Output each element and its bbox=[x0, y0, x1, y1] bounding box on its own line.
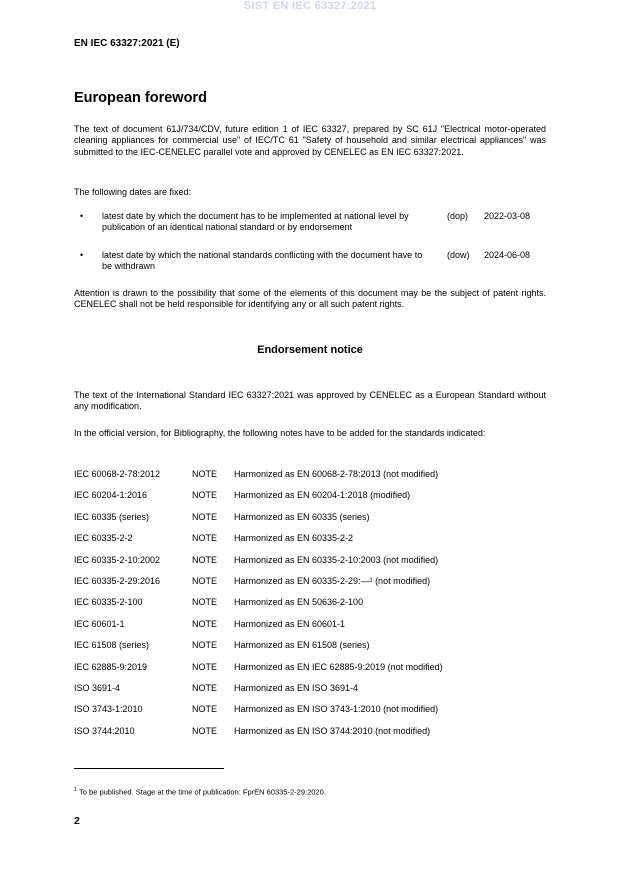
page-number: 2 bbox=[74, 815, 80, 827]
note-label: NOTE bbox=[192, 511, 218, 522]
note-row bbox=[74, 640, 546, 661]
footnote-marker: 1 bbox=[74, 787, 78, 793]
note-standard: IEC 60335-2-2 bbox=[74, 533, 133, 544]
foreword-intro: The text of document 61J/734/CDV, future edition 1 of IEC 63327, prepared by SC 61J "Electrical motor-operated cleaning appliances for commercial use" of IEC/TC 61 "Safety of household and similar electrical appliances" was submitted to the IEC-CENELEC parallel vote and approved by CENELEC as EN IEC 63327:2021. bbox=[74, 124, 546, 157]
note-text: Harmonized as EN 50636-2-100 bbox=[234, 597, 364, 608]
note-label: NOTE bbox=[192, 618, 218, 629]
note-standard: IEC 61508 (series) bbox=[74, 640, 150, 651]
note-row bbox=[74, 533, 546, 554]
note-label: NOTE bbox=[192, 640, 218, 651]
note-text: Harmonized as EN 61508 (series) bbox=[234, 640, 370, 651]
note-standard: IEC 60204-1:2016 bbox=[74, 490, 148, 501]
date-item-date: 2022-03-08 bbox=[484, 211, 531, 221]
note-row bbox=[74, 512, 546, 533]
note-text: Harmonized as EN 60335-2-2 bbox=[234, 533, 354, 544]
footnote bbox=[74, 787, 326, 797]
footnote-divider bbox=[74, 768, 224, 769]
note-label: NOTE bbox=[192, 490, 218, 501]
endorsement-para-2: In the official version, for Bibliography, the following notes have to be added for the standards indicated: bbox=[74, 428, 486, 438]
note-standard: ISO 3691-4 bbox=[74, 682, 121, 693]
bullet-icon: • bbox=[80, 250, 84, 260]
note-text: Harmonized as EN 60335 (series) bbox=[234, 511, 370, 522]
note-standard: ISO 3744:2010 bbox=[74, 725, 135, 736]
harmonization-notes-list bbox=[74, 469, 546, 747]
note-standard: IEC 60601-1 bbox=[74, 618, 125, 629]
note-text: Harmonized as EN ISO 3743-1:2010 (not modified) bbox=[234, 704, 439, 715]
date-item-text: latest date by which the document has to be implemented at national level by publication of an identical national standard or by endorsement bbox=[102, 211, 409, 232]
note-label: NOTE bbox=[192, 469, 218, 479]
note-text: Harmonized as EN ISO 3744:2010 (not modified) bbox=[234, 725, 431, 736]
note-row bbox=[74, 704, 546, 725]
foreword-heading: European foreword bbox=[74, 90, 207, 106]
footnote-text: To be published. Stage at the time of publication: FprEN 60335-2-29:2020. bbox=[79, 787, 326, 797]
note-standard: IEC 60335-2-10:2002 bbox=[74, 554, 161, 565]
endorsement-heading: Endorsement notice bbox=[257, 344, 363, 356]
bullet-icon: • bbox=[80, 211, 84, 221]
note-label: NOTE bbox=[192, 575, 218, 586]
note-standard: IEC 60335 (series) bbox=[74, 511, 150, 522]
note-row bbox=[74, 683, 546, 704]
note-row bbox=[74, 597, 546, 618]
note-standard: IEC 62885-9:2019 bbox=[74, 661, 148, 672]
note-row bbox=[74, 619, 546, 640]
note-standard: IEC 60335-2-100 bbox=[74, 597, 143, 608]
note-text: Harmonized as EN 60335-2-29:—¹ (not modified) bbox=[234, 575, 431, 586]
note-text: Harmonized as EN IEC 62885-9:2019 (not modified) bbox=[234, 661, 443, 672]
document-id: EN IEC 63327:2021 (E) bbox=[74, 38, 180, 49]
note-standard: ISO 3743-1:2010 bbox=[74, 704, 143, 715]
note-label: NOTE bbox=[192, 661, 218, 672]
note-label: NOTE bbox=[192, 725, 218, 736]
date-item-code: (dop) bbox=[447, 211, 469, 221]
note-row bbox=[74, 662, 546, 683]
date-item-date: 2024-06-08 bbox=[484, 250, 531, 260]
note-text: Harmonized as EN ISO 3691-4 bbox=[234, 682, 359, 693]
dates-intro: The following dates are fixed: bbox=[74, 187, 192, 197]
note-label: NOTE bbox=[192, 597, 218, 608]
date-item-code: (dow) bbox=[447, 250, 470, 260]
note-label: NOTE bbox=[192, 682, 218, 693]
note-text: Harmonized as EN 60601-1 bbox=[234, 618, 346, 629]
patent-attention: Attention is drawn to the possibility that some of the elements of this document may be the subject of patent rights. CENELEC shall not be held responsible for identifying any or all such patent rights. bbox=[74, 288, 546, 310]
note-text: Harmonized as EN 60068-2-78:2013 (not modified) bbox=[234, 469, 439, 479]
note-row bbox=[74, 469, 546, 490]
note-standard: IEC 60335-2-29:2016 bbox=[74, 575, 161, 586]
note-row bbox=[74, 490, 546, 511]
date-item-text: latest date by which the national standards conflicting with the document have to be withdrawn bbox=[102, 250, 423, 271]
note-text: Harmonized as EN 60204-1:2018 (modified) bbox=[234, 490, 411, 501]
note-standard: IEC 60068-2-78:2012 bbox=[74, 469, 161, 479]
watermark: SIST EN IEC 63327:2021 bbox=[243, 0, 377, 12]
note-label: NOTE bbox=[192, 533, 218, 544]
note-row bbox=[74, 726, 546, 747]
endorsement-para-1: The text of the International Standard IEC 63327:2021 was approved by CENELEC as a European Standard without any modification. bbox=[74, 390, 546, 412]
note-row bbox=[74, 576, 546, 597]
note-label: NOTE bbox=[192, 554, 218, 565]
note-label: NOTE bbox=[192, 704, 218, 715]
note-text: Harmonized as EN 60335-2-10:2003 (not modified) bbox=[234, 554, 439, 565]
note-row bbox=[74, 555, 546, 576]
